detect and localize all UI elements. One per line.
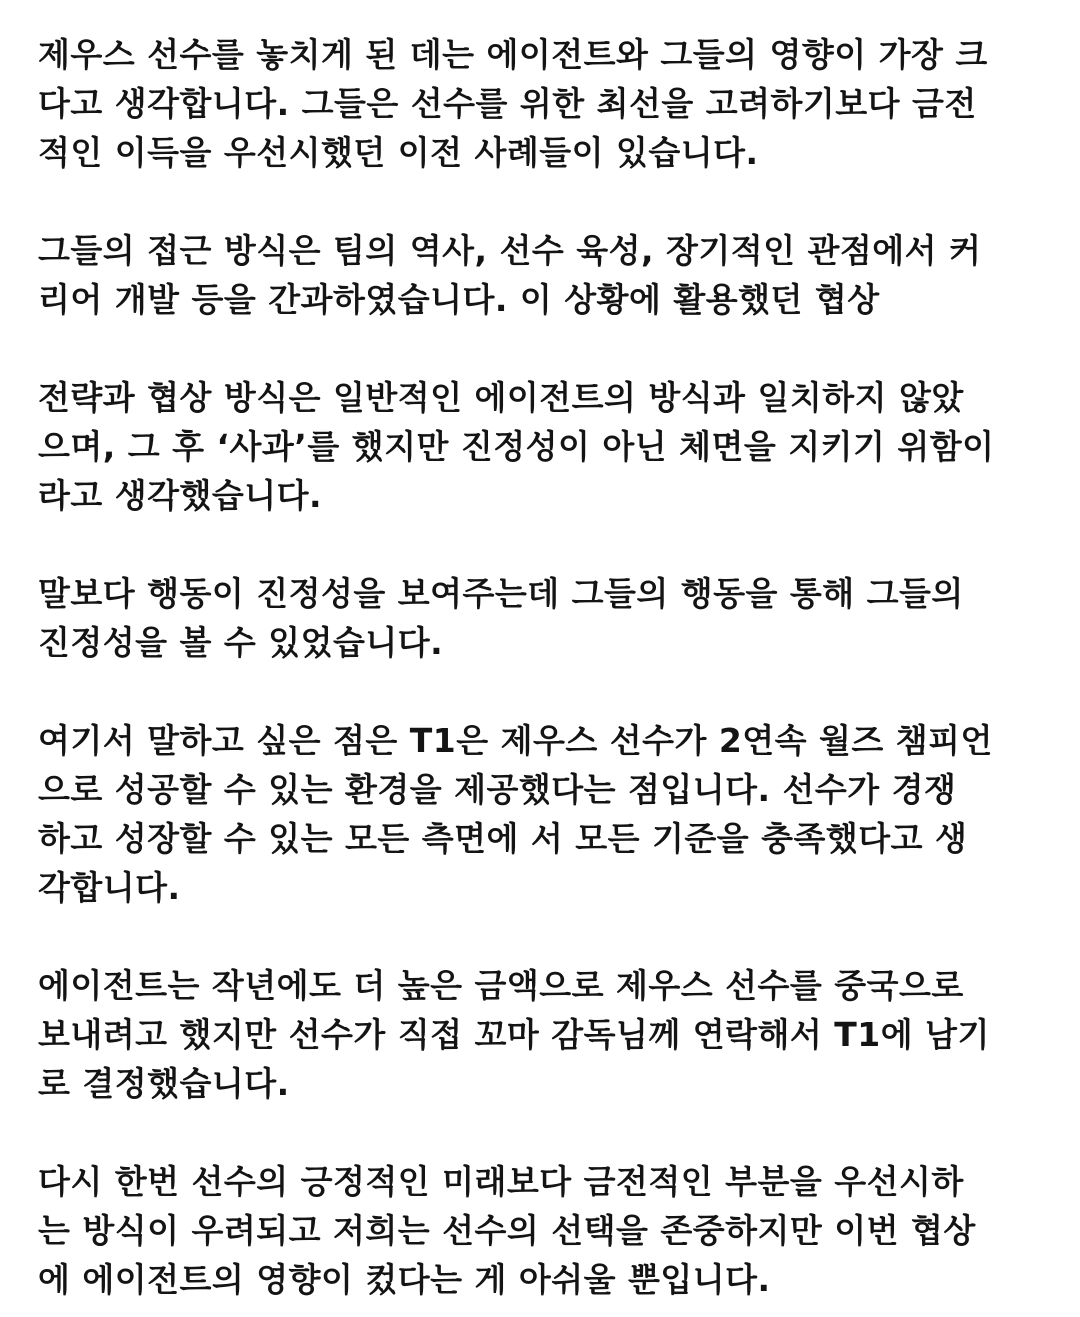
paragraph-5 [38,716,1048,912]
text-line: 보내려고 했지만 선수가 직접 꼬마 감독님께 연락해서 T1에 남기 [38,1015,990,1054]
text-line: 에 에이전트의 영향이 컸다는 게 아쉬울 뿐입니다. [38,1260,771,1299]
text-line: 진정성을 볼 수 있었습니다. [38,623,444,662]
paragraph-1 [38,30,1048,177]
text-line: 여기서 말하고 싶은 점은 T1은 제우스 선수가 2연속 월즈 챔피언 [38,721,993,760]
statement-document [38,30,1048,1304]
paragraph-7 [38,1157,1048,1304]
text-line: 적인 이득을 우선시했던 이전 사례들이 있습니다. [38,133,759,172]
text-line: 전략과 협상 방식은 일반적인 에이전트의 방식과 일치하지 않았 [38,378,964,417]
text-line: 으로 성공할 수 있는 환경을 제공했다는 점입니다. 선수가 경쟁 [38,770,957,809]
text-line: 으며, 그 후 ‘사과’를 했지만 진정성이 아닌 체면을 지키기 위함이 [38,427,995,466]
text-line: 라고 생각했습니다. [38,476,323,515]
text-line: 각합니다. [38,868,181,907]
paragraph-4 [38,569,1048,667]
paragraph-6 [38,961,1048,1108]
text-line: 다시 한번 선수의 긍정적인 미래보다 금전적인 부분을 우선시하 [38,1162,964,1201]
text-line: 하고 성장할 수 있는 모든 측면에 서 모든 기준을 충족했다고 생 [38,819,968,858]
text-line: 로 결정했습니다. [38,1064,290,1103]
text-line: 그들의 접근 방식은 팀의 역사, 선수 육성, 장기적인 관점에서 커 [38,231,982,270]
text-line: 는 방식이 우려되고 저희는 선수의 선택을 존중하지만 이번 협상 [38,1211,976,1250]
paragraph-2 [38,226,1048,324]
text-line: 제우스 선수를 놓치게 된 데는 에이전트와 그들의 영향이 가장 크 [38,35,988,74]
text-line: 리어 개발 등을 간과하였습니다. 이 상황에 활용했던 협상 [38,280,880,319]
text-line: 말보다 행동이 진정성을 보여주는데 그들의 행동을 통해 그들의 [38,574,964,613]
text-line: 다고 생각합니다. 그들은 선수를 위한 최선을 고려하기보다 금전 [38,84,977,123]
paragraph-3 [38,373,1048,520]
text-line: 에이전트는 작년에도 더 높은 금액으로 제우스 선수를 중국으로 [38,966,964,1005]
